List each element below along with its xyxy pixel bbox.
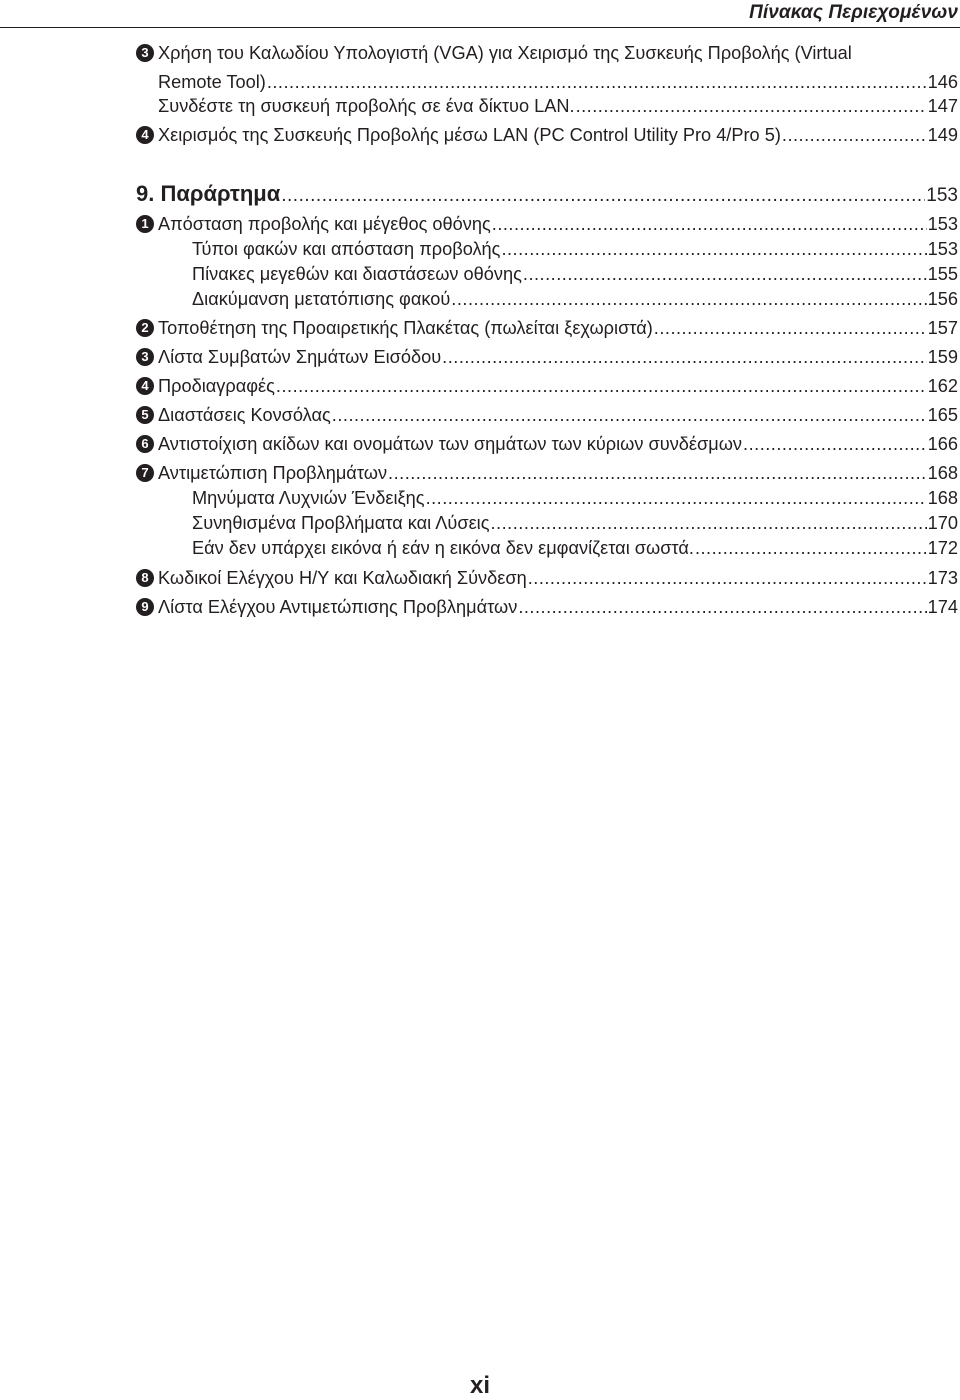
toc-entry-title: Συνηθισμένα Προβλήματα και Λύσεις bbox=[192, 513, 490, 533]
toc-entry-title: Τύποι φακών και απόσταση προβολής bbox=[192, 239, 501, 259]
dot-leader bbox=[523, 262, 927, 286]
toc-subentry[interactable] bbox=[0, 511, 960, 535]
toc-chapter-heading[interactable] bbox=[0, 179, 960, 209]
chapter-title: 9. Παράρτημα bbox=[136, 181, 281, 206]
toc-entry[interactable] bbox=[0, 403, 960, 427]
dot-leader bbox=[528, 566, 927, 590]
section-number-badge: 8 bbox=[136, 569, 154, 587]
toc-entry-title: Εάν δεν υπάρχει εικόνα ή εάν η εικόνα δεν εμφανίζεται σωστά. bbox=[192, 538, 694, 558]
toc-entry-page: 159 bbox=[927, 347, 958, 367]
toc-subentry[interactable] bbox=[0, 536, 960, 560]
toc-entry-page: 168 bbox=[927, 463, 958, 483]
section-number-badge: 2 bbox=[136, 319, 154, 337]
section-number-badge: 3 bbox=[136, 348, 154, 366]
toc-entry-title: Απόσταση προβολής και μέγεθος οθόνης bbox=[158, 214, 491, 234]
section-number-badge: 9 bbox=[136, 598, 154, 616]
dot-leader bbox=[501, 237, 926, 261]
header-title: Πίνακας Περιεχομένων bbox=[749, 2, 958, 23]
toc-entry[interactable] bbox=[0, 212, 960, 236]
dot-leader bbox=[388, 461, 927, 485]
toc-entry-page: 174 bbox=[927, 597, 958, 617]
toc-entry[interactable] bbox=[0, 461, 960, 485]
toc-entry-page: 165 bbox=[927, 405, 958, 425]
toc-subentry[interactable] bbox=[0, 237, 960, 261]
section-number-badge: 4 bbox=[136, 126, 154, 144]
dot-leader bbox=[442, 345, 926, 369]
toc-entry-title: Πίνακες μεγεθών και διαστάσεων οθόνης bbox=[192, 264, 522, 284]
dot-leader bbox=[743, 432, 927, 456]
toc-entry-page: 172 bbox=[927, 538, 958, 558]
toc-entry[interactable] bbox=[0, 566, 960, 590]
toc-entry-page: 155 bbox=[927, 264, 958, 284]
toc-subentry[interactable] bbox=[0, 486, 960, 510]
toc-entry[interactable] bbox=[0, 94, 960, 118]
toc-entry-title: Remote Tool) bbox=[158, 72, 266, 92]
toc-entry-page: 153 bbox=[927, 214, 958, 234]
toc-subentry[interactable] bbox=[0, 262, 960, 286]
toc-entry-title: Λίστα Συμβατών Σημάτων Εισόδου bbox=[158, 347, 442, 367]
toc-entry[interactable] bbox=[0, 41, 960, 65]
toc-entry-page: 153 bbox=[927, 239, 958, 259]
toc-entry-page: 156 bbox=[927, 289, 958, 309]
dot-leader bbox=[491, 511, 927, 535]
toc-entry-title: Αντιστοίχιση ακίδων και ονομάτων των σημάτων των κύριων συνδέσμων bbox=[158, 434, 743, 454]
toc-entry-title: Χρήση του Καλωδίου Υπολογιστή (VGA) για Χειρισμό της Συσκευής Προβολής (Virtual bbox=[158, 43, 852, 63]
toc-entry-page: 170 bbox=[927, 513, 958, 533]
toc-entry[interactable] bbox=[0, 595, 960, 619]
toc-entry[interactable] bbox=[0, 123, 960, 147]
toc-entry[interactable] bbox=[0, 316, 960, 340]
section-number-badge: 5 bbox=[136, 406, 154, 424]
toc-entry[interactable] bbox=[0, 432, 960, 456]
section-number-badge: 6 bbox=[136, 435, 154, 453]
toc-entry-page: 173 bbox=[927, 568, 958, 588]
toc-entry-page: 146 bbox=[927, 72, 958, 92]
dot-leader bbox=[426, 486, 927, 510]
dot-leader bbox=[695, 536, 927, 560]
dot-leader bbox=[451, 287, 926, 311]
toc-entry-page: 149 bbox=[927, 125, 958, 145]
toc-entry-title: Χειρισμός της Συσκευής Προβολής μέσω LAN (PC Control Utility Pro 4/Pro 5) bbox=[158, 125, 781, 145]
toc-entry-title: Διαστάσεις Κονσόλας bbox=[158, 405, 331, 425]
dot-leader bbox=[281, 181, 925, 211]
toc-entry[interactable] bbox=[0, 70, 960, 94]
section-number-badge: 3 bbox=[136, 44, 154, 62]
toc-subentry[interactable] bbox=[0, 287, 960, 311]
dot-leader bbox=[576, 94, 927, 118]
toc-entry-page: 147 bbox=[927, 96, 958, 116]
toc-entry-title: Προδιαγραφές bbox=[158, 376, 275, 396]
toc-entry-title: Τοποθέτηση της Προαιρετικής Πλακέτας (πωλείται ξεχωριστά) bbox=[158, 318, 653, 338]
toc-entry-page: 162 bbox=[927, 376, 958, 396]
toc-entry-page: 166 bbox=[927, 434, 958, 454]
dot-leader bbox=[654, 316, 927, 340]
toc-entry-title: Κωδικοί Ελέγχου Η/Υ και Καλωδιακή Σύνδεση bbox=[158, 568, 527, 588]
section-number-badge: 7 bbox=[136, 464, 154, 482]
toc-entry[interactable] bbox=[0, 374, 960, 398]
dot-leader bbox=[492, 212, 927, 236]
toc-entry[interactable] bbox=[0, 345, 960, 369]
dot-leader bbox=[332, 403, 927, 427]
toc-entry-title: Μηνύματα Λυχνιών Ένδειξης bbox=[192, 488, 425, 508]
toc-entry-title: Λίστα Ελέγχου Αντιμετώπισης Προβλημάτων bbox=[158, 597, 518, 617]
header-rule bbox=[0, 27, 960, 28]
toc-entry-page: 153 bbox=[926, 185, 958, 206]
dot-leader bbox=[782, 123, 927, 147]
toc-entry-page: 157 bbox=[927, 318, 958, 338]
page-number: xi bbox=[469, 1372, 490, 1399]
dot-leader bbox=[276, 374, 927, 398]
section-number-badge: 4 bbox=[136, 377, 154, 395]
dot-leader bbox=[267, 70, 927, 94]
toc-entry-title: Αντιμετώπιση Προβλημάτων bbox=[158, 463, 388, 483]
toc-entry-title: Διακύμανση μετατόπισης φακού bbox=[192, 289, 451, 309]
toc-entry-page: 168 bbox=[927, 488, 958, 508]
dot-leader bbox=[518, 595, 926, 619]
toc-entry-title: Συνδέστε τη συσκευή προβολής σε ένα δίκτυο LAN. bbox=[158, 96, 575, 116]
section-number-badge: 1 bbox=[136, 215, 154, 233]
